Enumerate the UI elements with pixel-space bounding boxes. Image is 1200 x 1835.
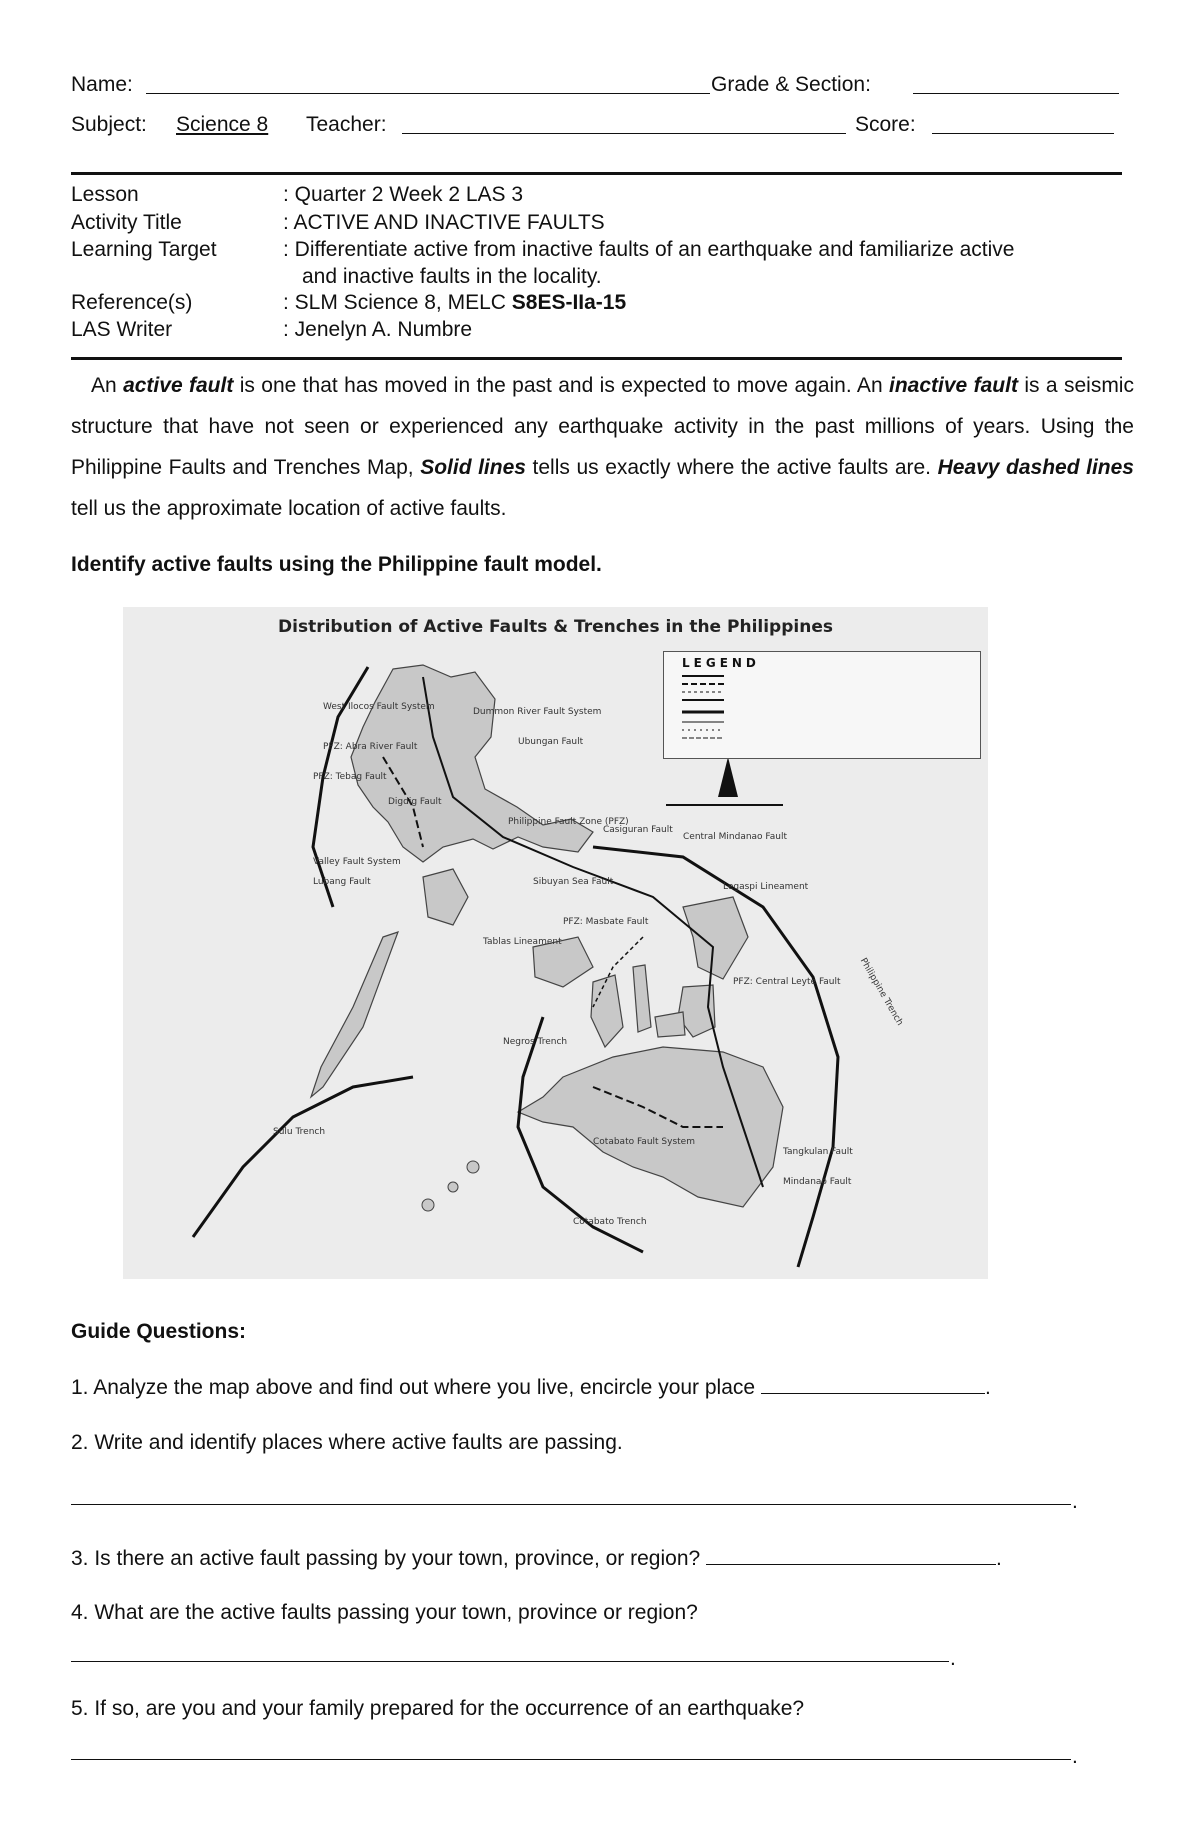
- activity-title-label: Activity Title: [71, 211, 182, 234]
- name-blank[interactable]: [146, 93, 710, 94]
- map-label: Sibuyan Sea Fault: [533, 877, 614, 887]
- grade-section-blank[interactable]: [913, 93, 1119, 94]
- answer-4-blank[interactable]: [71, 1661, 949, 1662]
- question-5: 5. If so, are you and your family prepared for the occurrence of an earthquake?: [71, 1697, 805, 1720]
- map-label: Legaspi Lineament: [723, 882, 809, 892]
- answer-4-period: .: [950, 1647, 956, 1670]
- map-label: Digdig Fault: [388, 797, 442, 807]
- map-label: Tablas Lineament: [483, 937, 562, 947]
- inactive-fault-term: inactive fault: [889, 374, 1018, 397]
- answer-2-blank[interactable]: [71, 1504, 1071, 1505]
- question-4: 4. What are the active faults passing your town, province or region?: [71, 1601, 698, 1624]
- map-label: Ubungan Fault: [518, 737, 584, 747]
- map-label: PFZ: Tebag Fault: [313, 772, 387, 782]
- map-legend: [663, 651, 981, 759]
- writer-label: LAS Writer: [71, 318, 173, 341]
- map-label: Mindanao Fault: [783, 1177, 852, 1187]
- map-label: Philippine Fault Zone (PFZ): [508, 817, 629, 827]
- reference-label: Reference(s): [71, 291, 193, 314]
- map-label: Negros Trench: [503, 1037, 568, 1047]
- map-label: PFZ: Abra River Fault: [323, 742, 418, 752]
- score-blank[interactable]: [932, 133, 1114, 134]
- question-2: 2. Write and identify places where active faults are passing.: [71, 1431, 623, 1454]
- guide-heading: Guide Questions:: [71, 1320, 247, 1343]
- learning-target-value-cont: and inactive faults in the locality.: [302, 265, 602, 288]
- map-label: Cotabato Trench: [573, 1217, 647, 1227]
- answer-3-blank[interactable]: [706, 1546, 996, 1565]
- score-label: Score:: [855, 113, 916, 136]
- legend-title: LEGEND: [682, 656, 760, 670]
- answer-2-period: .: [1072, 1490, 1078, 1513]
- map-label: Casiguran Fault: [603, 825, 673, 835]
- map-label: Sulu Trench: [273, 1127, 326, 1137]
- heavy-dashed-term: Heavy dashed lines: [937, 456, 1134, 479]
- map-label: Cotabato Fault System: [593, 1137, 695, 1147]
- teacher-blank[interactable]: [402, 133, 846, 134]
- name-label: Name:: [71, 73, 133, 96]
- map-label: Lubang Fault: [313, 877, 371, 887]
- answer-5-blank[interactable]: [71, 1759, 1071, 1760]
- question-1: 1. Analyze the map above and find out where you live, encircle your place .: [71, 1376, 991, 1399]
- grade-section-label: Grade & Section:: [711, 73, 871, 96]
- header-divider: [71, 172, 1122, 175]
- map-label: Dummon River Fault System: [473, 707, 602, 717]
- reference-value: : SLM Science 8, MELC S8ES-IIa-15: [283, 291, 627, 314]
- map-label: Tangkulan Fault: [783, 1147, 853, 1157]
- solid-lines-term: Solid lines: [420, 456, 526, 479]
- answer-5-period: .: [1072, 1745, 1078, 1768]
- map-label: Valley Fault System: [313, 857, 401, 867]
- map-label: PFZ: Masbate Fault: [563, 917, 649, 927]
- writer-value: : Jenelyn A. Numbre: [283, 318, 473, 341]
- subject-value: Science 8: [176, 113, 269, 136]
- teacher-label: Teacher:: [306, 113, 387, 136]
- subject-label: Subject:: [71, 113, 147, 136]
- learning-target-value: : Differentiate active from inactive faults of an earthquake and familiarize active: [283, 238, 1015, 261]
- map-title: Distribution of Active Faults & Trenches in the Philippines: [278, 617, 833, 637]
- map-label: West Ilocos Fault System: [323, 702, 435, 712]
- map-label: Philippine Trench: [857, 956, 905, 1028]
- melc-code: S8ES-IIa-15: [511, 291, 627, 314]
- lesson-value: : Quarter 2 Week 2 LAS 3: [283, 183, 524, 206]
- info-divider: [71, 357, 1122, 360]
- lesson-label: Lesson: [71, 183, 139, 206]
- answer-1-blank[interactable]: [761, 1375, 985, 1394]
- map-label: PFZ: Central Leyte Fault: [733, 977, 841, 987]
- intro-paragraph: An active fault is one that has moved in the past and is expected to move again. An inactive fault is a seismic structure that have not seen or experienced any earthquake activity in the past millions of years. Using the Philippine Faults and Trenches Map, Solid lines tells us exactly where the active faults are. Heavy dashed lines tell us the approximate location of active faults.: [71, 374, 1134, 520]
- activity-title-value: : ACTIVE AND INACTIVE FAULTS: [283, 211, 605, 234]
- philippine-fault-map: [123, 607, 988, 1279]
- active-fault-term: active fault: [123, 374, 234, 397]
- question-3: 3. Is there an active fault passing by your town, province, or region? .: [71, 1547, 1002, 1570]
- learning-target-label: Learning Target: [71, 238, 217, 261]
- instruction: Identify active faults using the Philippine fault model.: [71, 553, 602, 576]
- map-label: Central Mindanao Fault: [683, 832, 788, 842]
